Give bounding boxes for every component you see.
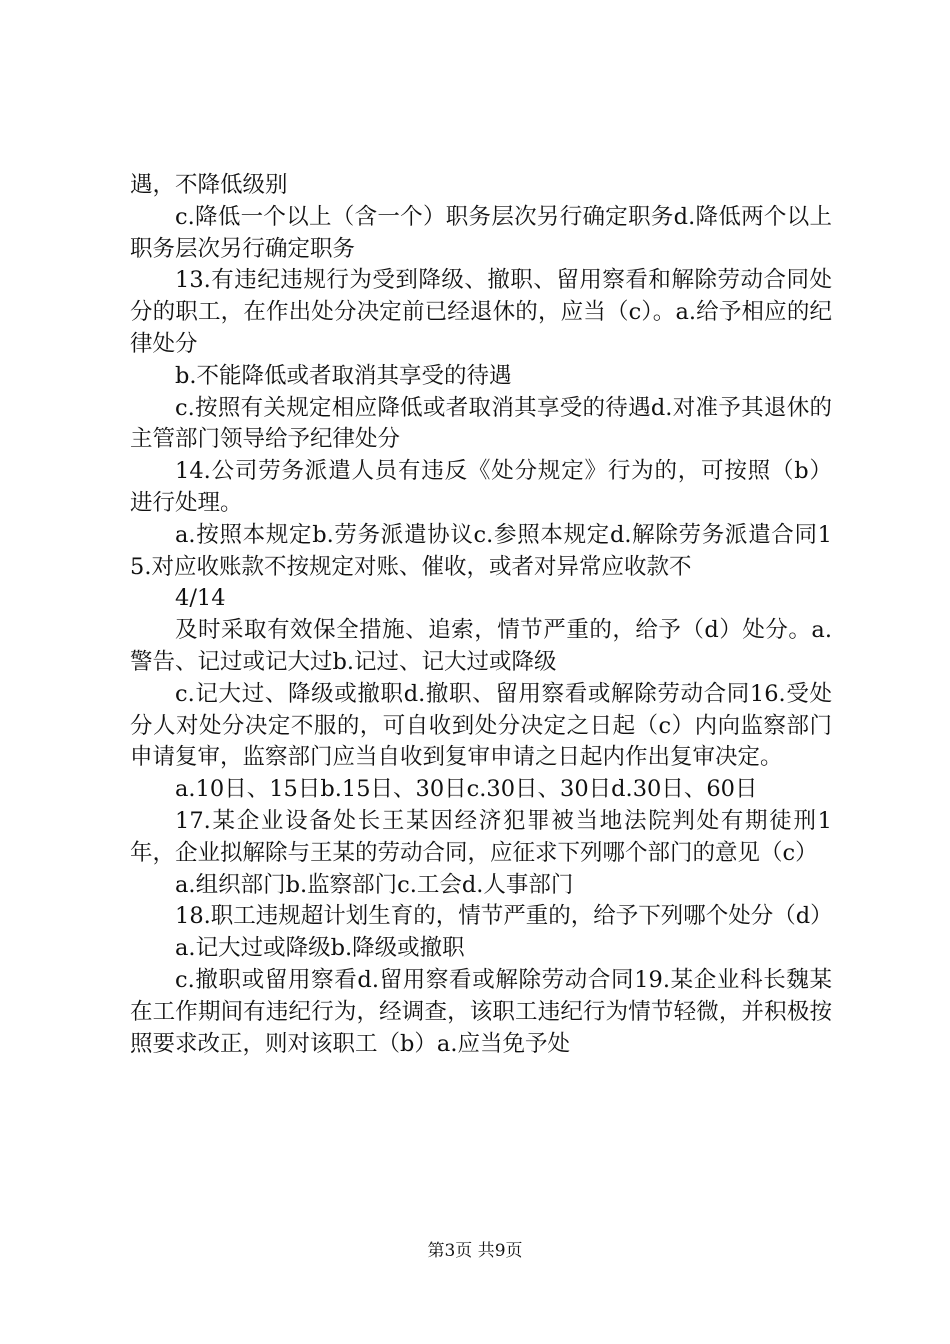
paragraph: c.记大过、降级或撤职d.撤职、留用察看或解除劳动合同16.受处分人对处分决定不服的，可自收到处分决定之日起（c）内向监察部门申请复审，监察部门应当自收到复审申请之日起内作出复审决定。 bbox=[130, 680, 832, 771]
paragraph: 17.某企业设备处长王某因经济犯罪被当地法院判处有期徒刑1年，企业拟解除与王某的劳动合同，应征求下列哪个部门的意见（c） bbox=[130, 807, 832, 866]
page-footer: 第3页 共9页 bbox=[427, 1241, 523, 1261]
paragraph: a.10日、15日b.15日、30日c.30日、30日d.30日、60日 bbox=[175, 776, 758, 803]
paragraph: c.按照有关规定相应降低或者取消其享受的待遇d.对准予其退休的主管部门领导给予纪律处分 bbox=[130, 394, 832, 453]
paragraph: b.不能降低或者取消其享受的待遇 bbox=[175, 362, 512, 389]
paragraph: 遇，不降低级别 bbox=[130, 172, 288, 198]
paragraph: 18.职工违规超计划生育的，情节严重的，给予下列哪个处分（d） bbox=[175, 903, 833, 930]
paragraph: c.撤职或留用察看d.留用察看或解除劳动合同19.某企业科长魏某在工作期间有违纪行为，经调查，该职工违纪行为情节轻微，并积极按照要求改正，则对该职工（b）a.应当免予处 bbox=[130, 966, 832, 1057]
paragraph: a.按照本规定b.劳务派遣协议c.参照本规定d.解除劳务派遣合同15.对应收账款不按规定对账、催收，或者对异常应收款不 bbox=[130, 521, 832, 580]
paragraph: 及时采取有效保全措施、追索，情节严重的，给予（d）处分。a.警告、记过或记大过b.记过、记大过或降级 bbox=[130, 617, 832, 675]
paragraph: c.降低一个以上（含一个）职务层次另行确定职务d.降低两个以上职务层次另行确定职务 bbox=[130, 203, 832, 262]
paragraph: 14.公司劳务派遣人员有违反《处分规定》行为的，可按照（b）进行处理。 bbox=[130, 458, 832, 516]
paragraph: a.记大过或降级b.降级或撤职 bbox=[175, 935, 465, 962]
document-body bbox=[130, 170, 832, 1060]
paragraph: 13.有违纪违规行为受到降级、撤职、留用察看和解除劳动合同处分的职工，在作出处分决定前已经退休的，应当（c）。a.给予相应的纪律处分 bbox=[130, 267, 832, 357]
page-fraction: 4/14 bbox=[175, 585, 226, 612]
paragraph: a.组织部门b.监察部门c.工会d.人事部门 bbox=[175, 871, 574, 898]
